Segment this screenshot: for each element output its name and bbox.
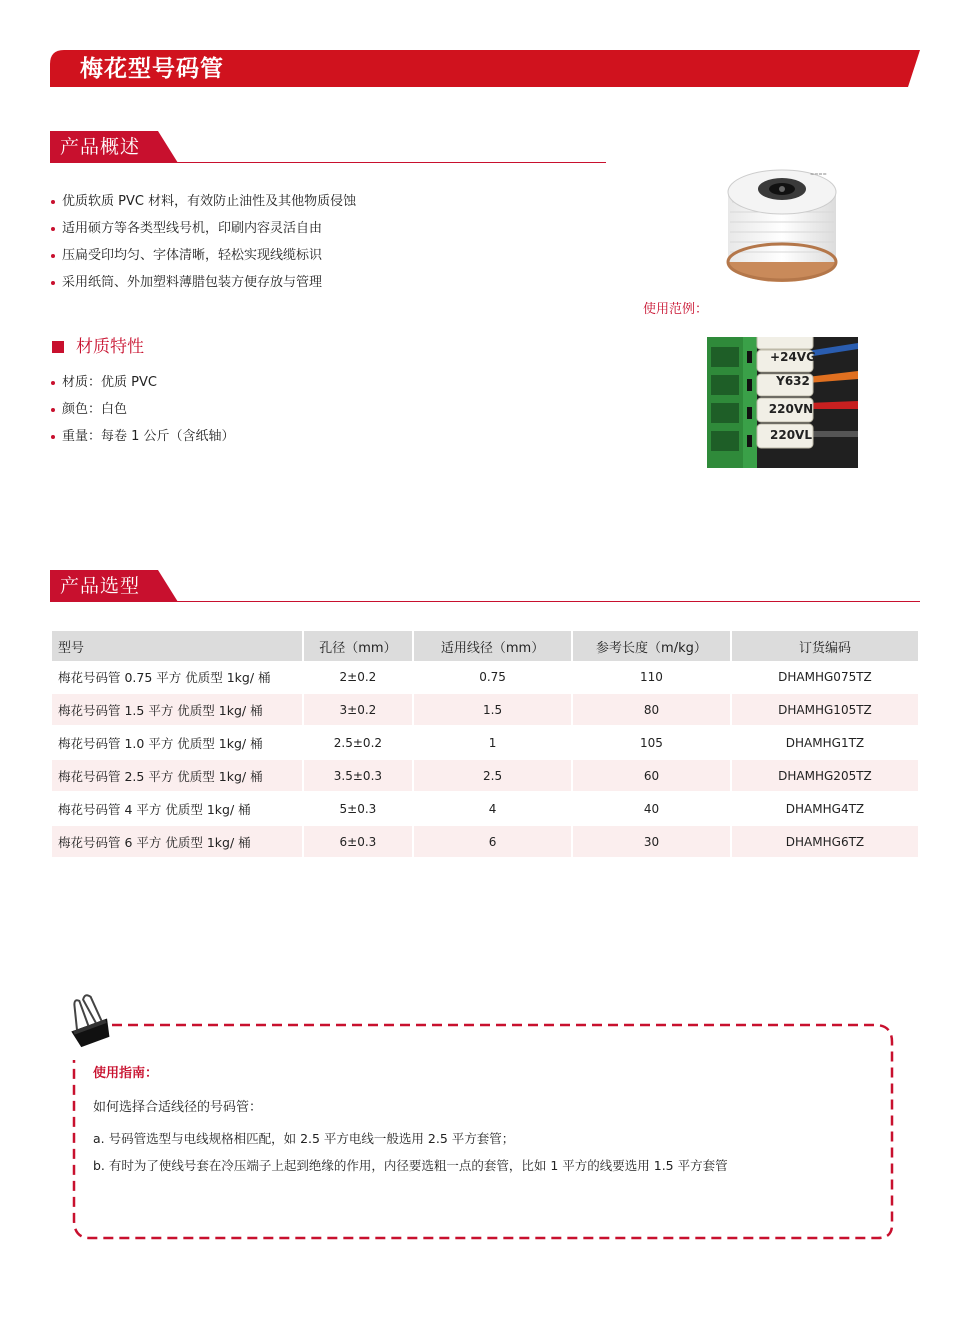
list-item: 材质：优质 PVC (50, 369, 450, 396)
table-cell: 梅花号码管 6 平方 优质型 1kg/ 桶 (52, 826, 302, 859)
list-item: 优质软质 PVC 材料，有效防止油性及其他物质侵蚀 (50, 188, 610, 215)
table-cell: DHAMHG4TZ (732, 793, 918, 826)
table-cell: 3.5±0.3 (304, 760, 412, 793)
table-cell: 6±0.3 (304, 826, 412, 859)
table-cell: 30 (573, 826, 730, 859)
table-cell: DHAMHG075TZ (732, 661, 918, 694)
svg-text:====: ==== (810, 172, 827, 178)
table-cell: 1.5 (414, 694, 571, 727)
guide-question: 如何选择合适线径的号码管： (93, 1100, 263, 1115)
page-title: 梅花型号码管 (80, 56, 224, 82)
usage-example-photo (707, 337, 858, 468)
column-header: 适用线径（mm） (414, 631, 571, 661)
binder-clip-icon (62, 994, 122, 1054)
selection-tab-label: 产品选型 (60, 575, 141, 597)
column-header: 型号 (52, 631, 302, 661)
column-header: 孔径（mm） (304, 631, 412, 661)
table-cell: 105 (573, 727, 730, 760)
product-spool-image (722, 162, 842, 287)
table-cell: 2.5±0.2 (304, 727, 412, 760)
guide-title: 使用指南： (93, 1066, 159, 1081)
table-cell: 梅花号码管 1.0 平方 优质型 1kg/ 桶 (52, 727, 302, 760)
example-label: 使用范例： (643, 302, 709, 317)
table-cell: 40 (573, 793, 730, 826)
table-cell: 梅花号码管 4 平方 优质型 1kg/ 桶 (52, 793, 302, 826)
wire-label: +24VG (770, 350, 816, 364)
table-cell: 梅花号码管 2.5 平方 优质型 1kg/ 桶 (52, 760, 302, 793)
table-cell: 6 (414, 826, 571, 859)
table-cell: 2.5 (414, 760, 571, 793)
table-cell: 0.75 (414, 661, 571, 694)
table-row (52, 661, 918, 694)
list-item: 适用硕方等各类型线号机，印刷内容灵活自由 (50, 215, 610, 242)
table-cell: 3±0.2 (304, 694, 412, 727)
table-cell: 80 (573, 694, 730, 727)
list-item: 颜色：白色 (50, 396, 450, 423)
table-row (52, 727, 918, 760)
column-header: 订货编码 (732, 631, 918, 661)
list-item: 重量：每卷 1 公斤（含纸轴） (50, 423, 450, 450)
table-cell: 4 (414, 793, 571, 826)
column-header: 参考长度（m/kg） (573, 631, 730, 661)
table-row (52, 694, 918, 727)
table-cell: DHAMHG6TZ (732, 826, 918, 859)
table-cell: 梅花号码管 1.5 平方 优质型 1kg/ 桶 (52, 694, 302, 727)
table-row (52, 793, 918, 826)
table-cell: 1 (414, 727, 571, 760)
table-row (52, 826, 918, 859)
table-cell: 110 (573, 661, 730, 694)
table-cell: 5±0.3 (304, 793, 412, 826)
guide-line-a: a. 号码管选型与电线规格相匹配，如 2.5 平方电线一般选用 2.5 平方套管； (93, 1131, 515, 1146)
overview-tab (50, 131, 180, 163)
feature-list (50, 188, 610, 296)
table-row (52, 760, 918, 793)
table-header-row (52, 631, 918, 661)
table-cell: 梅花号码管 0.75 平方 优质型 1kg/ 桶 (52, 661, 302, 694)
wire-label: 220VL (770, 428, 812, 442)
table-cell: DHAMHG205TZ (732, 760, 918, 793)
overview-divider (175, 162, 606, 163)
square-bullet-icon (52, 341, 64, 353)
table-cell: 60 (573, 760, 730, 793)
selection-divider (175, 601, 920, 602)
table-cell: 2±0.2 (304, 661, 412, 694)
overview-tab-label: 产品概述 (60, 136, 141, 158)
selection-tab (50, 570, 180, 602)
guide-line-b: b. 有时为了使线号套在冷压端子上起到绝缘的作用，内径要选粗一点的套管，比如 1 平方的线要选用 1.5 平方套管 (93, 1158, 728, 1173)
list-item: 采用纸筒、外加塑料薄腊包装方便存放与管理 (50, 269, 610, 296)
wire-label: Y632 (776, 374, 810, 388)
title-banner (50, 50, 920, 87)
wire-label: 220VN (768, 402, 814, 416)
table-cell: DHAMHG1TZ (732, 727, 918, 760)
table-cell: DHAMHG105TZ (732, 694, 918, 727)
material-heading (52, 336, 144, 358)
product-table (50, 631, 920, 859)
material-heading-text: 材质特性 (76, 337, 144, 357)
list-item: 压扁受印均匀、字体清晰，轻松实现线缆标识 (50, 242, 610, 269)
material-list (50, 369, 450, 450)
